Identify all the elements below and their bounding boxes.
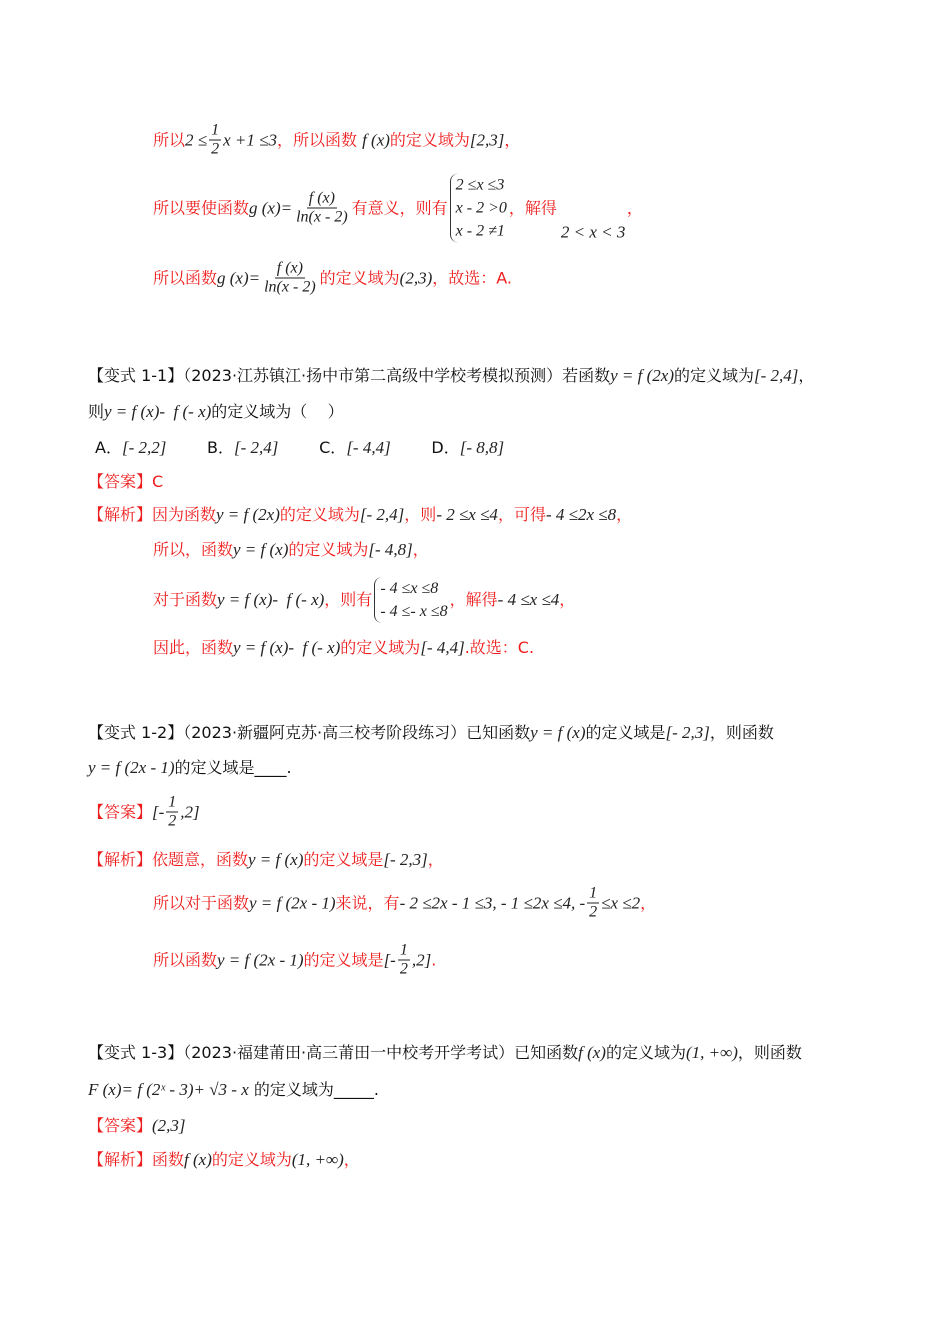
fraction-denominator: ln(x - 2) [264, 278, 316, 296]
text-segment: ，则有 [324, 590, 373, 609]
text-segment: 因此，函数 [153, 638, 234, 657]
text-segment: 【变式 1-3】（2023·福建莆田·高三莆田一中校考开学考试）已知函数 [88, 1043, 579, 1062]
math-expression: - 2 ≤2x - 1 ≤3, - 1 ≤2x ≤4, - [399, 893, 586, 912]
text-segment: 所以，函数 [153, 540, 234, 559]
math-expression: (1, +∞) [685, 1043, 738, 1062]
text-segment: ，则函数 [709, 723, 774, 742]
text-segment: 的定义域为 [340, 638, 421, 657]
text-segment: ， [798, 366, 815, 385]
text-segment: ， [343, 1150, 360, 1169]
math-expression: 2 ≤ [185, 130, 208, 149]
math-expression: y = f (x)- f (- x) [233, 638, 341, 657]
text-segment: 【答案】 [88, 802, 153, 821]
equation-system [374, 577, 447, 623]
math-expression: ≤x ≤2 [601, 893, 641, 912]
text-line [88, 1043, 802, 1063]
fraction-numerator: 1 [589, 884, 598, 902]
text-line [88, 1080, 379, 1100]
math-expression: [- 4,4] [346, 438, 391, 457]
text-segment: 【答案】C [88, 472, 164, 491]
math-expression: [- 2,4] [234, 438, 279, 457]
math-expression: f (x) [184, 1150, 212, 1169]
text-line [153, 540, 429, 560]
fraction-numerator: 1 [399, 941, 408, 959]
text-segment: 来说，有 [335, 893, 400, 912]
spacer [557, 198, 627, 241]
text-segment: ， [559, 590, 576, 609]
math-expression: f (x) [578, 1043, 606, 1062]
fraction-denominator: 2 [589, 903, 598, 921]
text-segment: 的定义域是 [303, 950, 384, 969]
text-segment: ， [626, 198, 643, 217]
text-line [95, 438, 504, 458]
text-segment: 的定义域为 [288, 540, 369, 559]
text-line [153, 174, 643, 243]
fraction-denominator: 2 [399, 960, 408, 978]
math-expression: [- 2,2] [121, 438, 167, 457]
math-expression: g (x)= [217, 268, 261, 287]
math-expression: (2,3) [399, 268, 433, 287]
fraction [398, 942, 410, 979]
math-expression: y = f (2x - 1) [88, 758, 175, 777]
text-line [153, 885, 656, 922]
text-segment: 【变式 1-2】（2023·新疆阿克苏·高三校考阶段练习）已知函数 [88, 723, 531, 742]
text-segment: .故选：C. [464, 638, 535, 657]
text-segment: 所以对于函数 [153, 893, 250, 912]
text-segment: 的定义域为 [211, 1150, 292, 1169]
text-line [153, 122, 520, 159]
fraction [587, 885, 599, 922]
text-segment: 的定义域是____. [174, 758, 292, 777]
text-line [88, 758, 292, 778]
text-segment: ，可得 [497, 505, 546, 524]
text-segment: 【解析】函数 [88, 1150, 185, 1169]
text-line [88, 1116, 186, 1136]
text-line [88, 794, 200, 831]
text-line [88, 472, 163, 492]
text-line [88, 505, 632, 525]
fraction-denominator: 2 [168, 812, 177, 830]
text-segment: 的定义域为_____. [248, 1080, 379, 1099]
text-line [88, 850, 444, 870]
math-expression: [- 2,4] [359, 505, 405, 524]
math-expression: [- 2,3] [383, 850, 428, 869]
fraction-denominator: ln(x - 2) [296, 208, 348, 226]
math-expression: y = f (2x) [216, 505, 280, 524]
math-expression: (2,3] [152, 1116, 186, 1135]
math-expression: y = f (x) [248, 850, 304, 869]
math-expression: [2,3] [469, 130, 505, 149]
text-segment: 的定义域为 [605, 1043, 686, 1062]
text-line [88, 402, 344, 422]
text-segment: A． [95, 438, 122, 457]
text-segment: 则 [88, 402, 105, 421]
text-segment: ，解得 [449, 590, 498, 609]
text-line [153, 260, 512, 297]
text-segment: ，解得 [508, 198, 557, 217]
math-expression: x +1 ≤3 [223, 130, 277, 149]
math-expression: y = f (x)- f (- x) [217, 590, 325, 609]
text-line [153, 577, 575, 623]
math-expression: y = f (x) [233, 540, 289, 559]
text-line [88, 1150, 360, 1170]
text-segment: 的定义域为 [389, 130, 470, 149]
text-segment: ， [616, 505, 633, 524]
math-expression: - 4 ≤x ≤4 [497, 590, 560, 609]
system-row: x - 2 ≠1 [455, 222, 505, 240]
text-segment: 的定义域为（ ） [211, 402, 344, 421]
text-segment: 有意义，则有 [351, 198, 448, 217]
math-expression: y = f (x)- f (- x) [104, 402, 212, 421]
fraction [262, 260, 318, 297]
text-segment: 所以函数 [153, 950, 218, 969]
fraction-numerator: 1 [168, 793, 177, 811]
text-segment: 的定义域是 [585, 723, 666, 742]
text-segment: 【答案】 [88, 1116, 153, 1135]
math-expression: ,2] [180, 802, 200, 821]
math-expression: y = f (2x - 1) [249, 893, 336, 912]
math-expression: [- 2,3] [665, 723, 710, 742]
math-expression: [- [152, 802, 165, 821]
system-row: - 4 ≤x ≤8 [380, 580, 439, 597]
system-row: 2 ≤x ≤3 [455, 176, 505, 194]
text-segment: C． [278, 438, 347, 457]
text-segment: ，则 [404, 505, 437, 524]
math-expression: y = f (2x - 1) [217, 950, 304, 969]
fraction [209, 122, 221, 159]
fraction-numerator: f (x) [308, 189, 335, 207]
math-expression: y = f (2x) [610, 366, 674, 385]
text-segment: 【变式 1-1】（2023·江苏镇江·扬中市第二高级中学校考模拟预测）若函数 [88, 366, 611, 385]
math-expression: [- 2,4] [754, 366, 799, 385]
math-expression: (1, +∞) [291, 1150, 344, 1169]
text-line [153, 638, 534, 658]
text-segment: . [431, 950, 437, 969]
math-expression: f (x) [362, 130, 390, 149]
text-segment: ， [640, 893, 657, 912]
math-expression: [- [383, 950, 396, 969]
math-expression: [- 8,8] [459, 438, 505, 457]
text-segment: 对于函数 [153, 590, 218, 609]
text-segment: ，故选：A. [432, 268, 512, 287]
equation-system [450, 174, 507, 243]
text-segment: 所以 [153, 130, 186, 149]
text-segment: 的定义域是 [303, 850, 384, 869]
math-expression: y = f (x) [530, 723, 586, 742]
solution-result: 2 < x < 3 [560, 222, 626, 241]
math-expression: ,2] [411, 950, 432, 969]
text-line [88, 723, 774, 743]
text-segment: ， [412, 540, 429, 559]
fraction [294, 190, 350, 227]
math-expression: g (x)= [249, 198, 293, 217]
text-line [153, 942, 436, 979]
math-expression: [- 4,4] [420, 638, 465, 657]
fraction-numerator: f (x) [276, 259, 303, 277]
text-segment: 的定义域为 [279, 505, 360, 524]
text-segment: 的定义域为 [319, 268, 400, 287]
text-segment: 【解析】依题意，函数 [88, 850, 249, 869]
text-segment: B． [166, 438, 235, 457]
fraction-denominator: 2 [211, 140, 220, 158]
fraction-numerator: 1 [211, 121, 220, 139]
text-segment: ， [504, 130, 521, 149]
text-segment: 所以函数 [153, 268, 218, 287]
math-expression: F (x)= f (2ˣ - 3)+ √3 - x [88, 1080, 249, 1099]
text-segment: 的定义域为 [673, 366, 754, 385]
text-segment: 【解析】因为函数 [88, 505, 217, 524]
math-expression: - 4 ≤2x ≤8 [545, 505, 617, 524]
system-row: x - 2 >0 [455, 199, 507, 217]
text-segment: ，所以函数 [276, 130, 363, 149]
text-segment: D． [390, 438, 460, 457]
text-segment: ，则函数 [737, 1043, 802, 1062]
system-row: - 4 ≤- x ≤8 [380, 603, 448, 620]
math-expression: - 2 ≤x ≤4 [436, 505, 498, 524]
text-segment: ， [427, 850, 444, 869]
text-line [88, 366, 814, 386]
math-expression: [- 4,8] [368, 540, 413, 559]
fraction [166, 794, 178, 831]
text-segment: 所以要使函数 [153, 198, 250, 217]
